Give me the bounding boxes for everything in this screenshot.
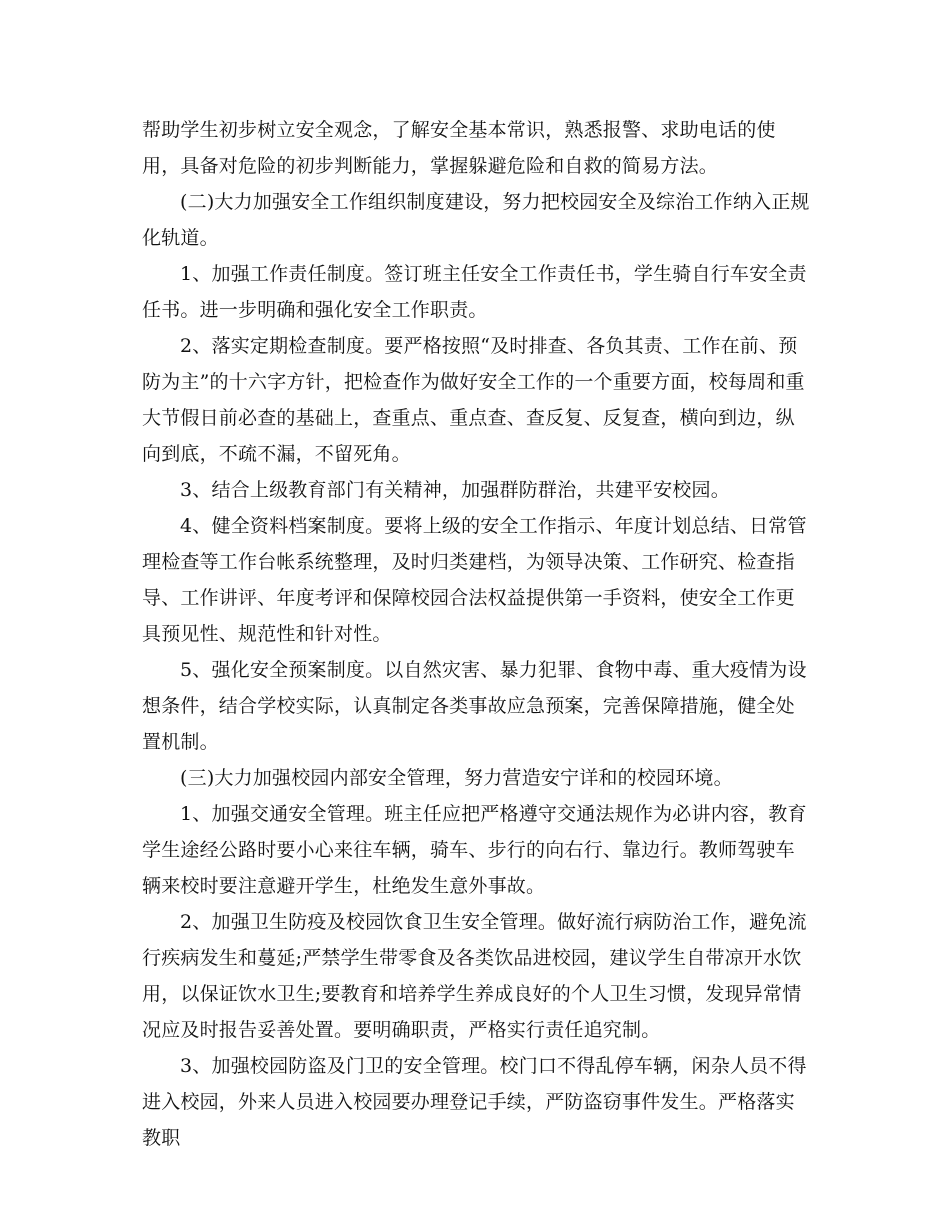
paragraph-2: (二)大力加强安全工作组织制度建设，努力把校园安全及综治工作纳入正规化轨道。 bbox=[142, 191, 810, 249]
document-body bbox=[142, 112, 812, 1156]
paragraph-3: 1、加强工作责任制度。签订班主任安全工作责任书，学生骑自行车安全责任书。进一步明确和强化安全工作职责。 bbox=[142, 263, 807, 321]
paragraph-8: (三)大力加强校园内部安全管理，努力营造安宁详和的校园环境。 bbox=[180, 767, 733, 789]
paragraph-9: 1、加强交通安全管理。班主任应把严格遵守交通法规作为必讲内容，教育学生途经公路时要小心来往车辆，骑车、步行的向右行、靠边行。教师驾驶车辆来校时要注意避开学生，杜绝发生意外事故。 bbox=[142, 803, 807, 897]
paragraph-1: 帮助学生初步树立安全观念，了解安全基本常识，熟悉报警、求助电话的使用，具备对危险的初步判断能力，掌握躲避危险和自救的简易方法。 bbox=[142, 119, 776, 177]
paragraph-7: 5、强化安全预案制度。以自然灾害、暴力犯罪、食物中毒、重大疫情为设想条件，结合学校实际，认真制定各类事故应急预案，完善保障措施，健全处置机制。 bbox=[142, 659, 807, 753]
paragraph-6: 4、健全资料档案制度。要将上级的安全工作指示、年度计划总结、日常管理检查等工作台帐系统整理，及时归类建档，为领导决策、工作研究、检查指导、工作讲评、年度考评和保障校园合法权益提供第一手资料，使安全工作更具预见性、规范性和针对性。 bbox=[142, 515, 807, 645]
paragraph-4: 2、落实定期检查制度。要严格按照“及时排查、各负其责、工作在前、预防为主”的十六字方针，把检查作为做好安全工作的一个重要方面，校每周和重大节假日前必查的基础上，查重点、重点查、查反复、反复查，横向到边，纵向到底，不疏不漏，不留死角。 bbox=[142, 335, 805, 465]
paragraph-10: 2、加强卫生防疫及校园饮食卫生安全管理。做好流行病防治工作，避免流行疾病发生和蔓延;严禁学生带零食及各类饮品进校园，建议学生自带凉开水饮用，以保证饮水卫生;要教育和培养学生养成良好的个人卫生习惯，发现异常情况应及时报告妥善处置。要明确职责，严格实行责任追究制。 bbox=[142, 911, 807, 1041]
paragraph-11: 3、加强校园防盗及门卫的安全管理。校门口不得乱停车辆，闲杂人员不得进入校园，外来人员进入校园要办理登记手续，严防盗窃事件发生。严格落实教职 bbox=[142, 1055, 807, 1149]
paragraph-5: 3、结合上级教育部门有关精神，加强群防群治，共建平安校园。 bbox=[180, 479, 730, 501]
